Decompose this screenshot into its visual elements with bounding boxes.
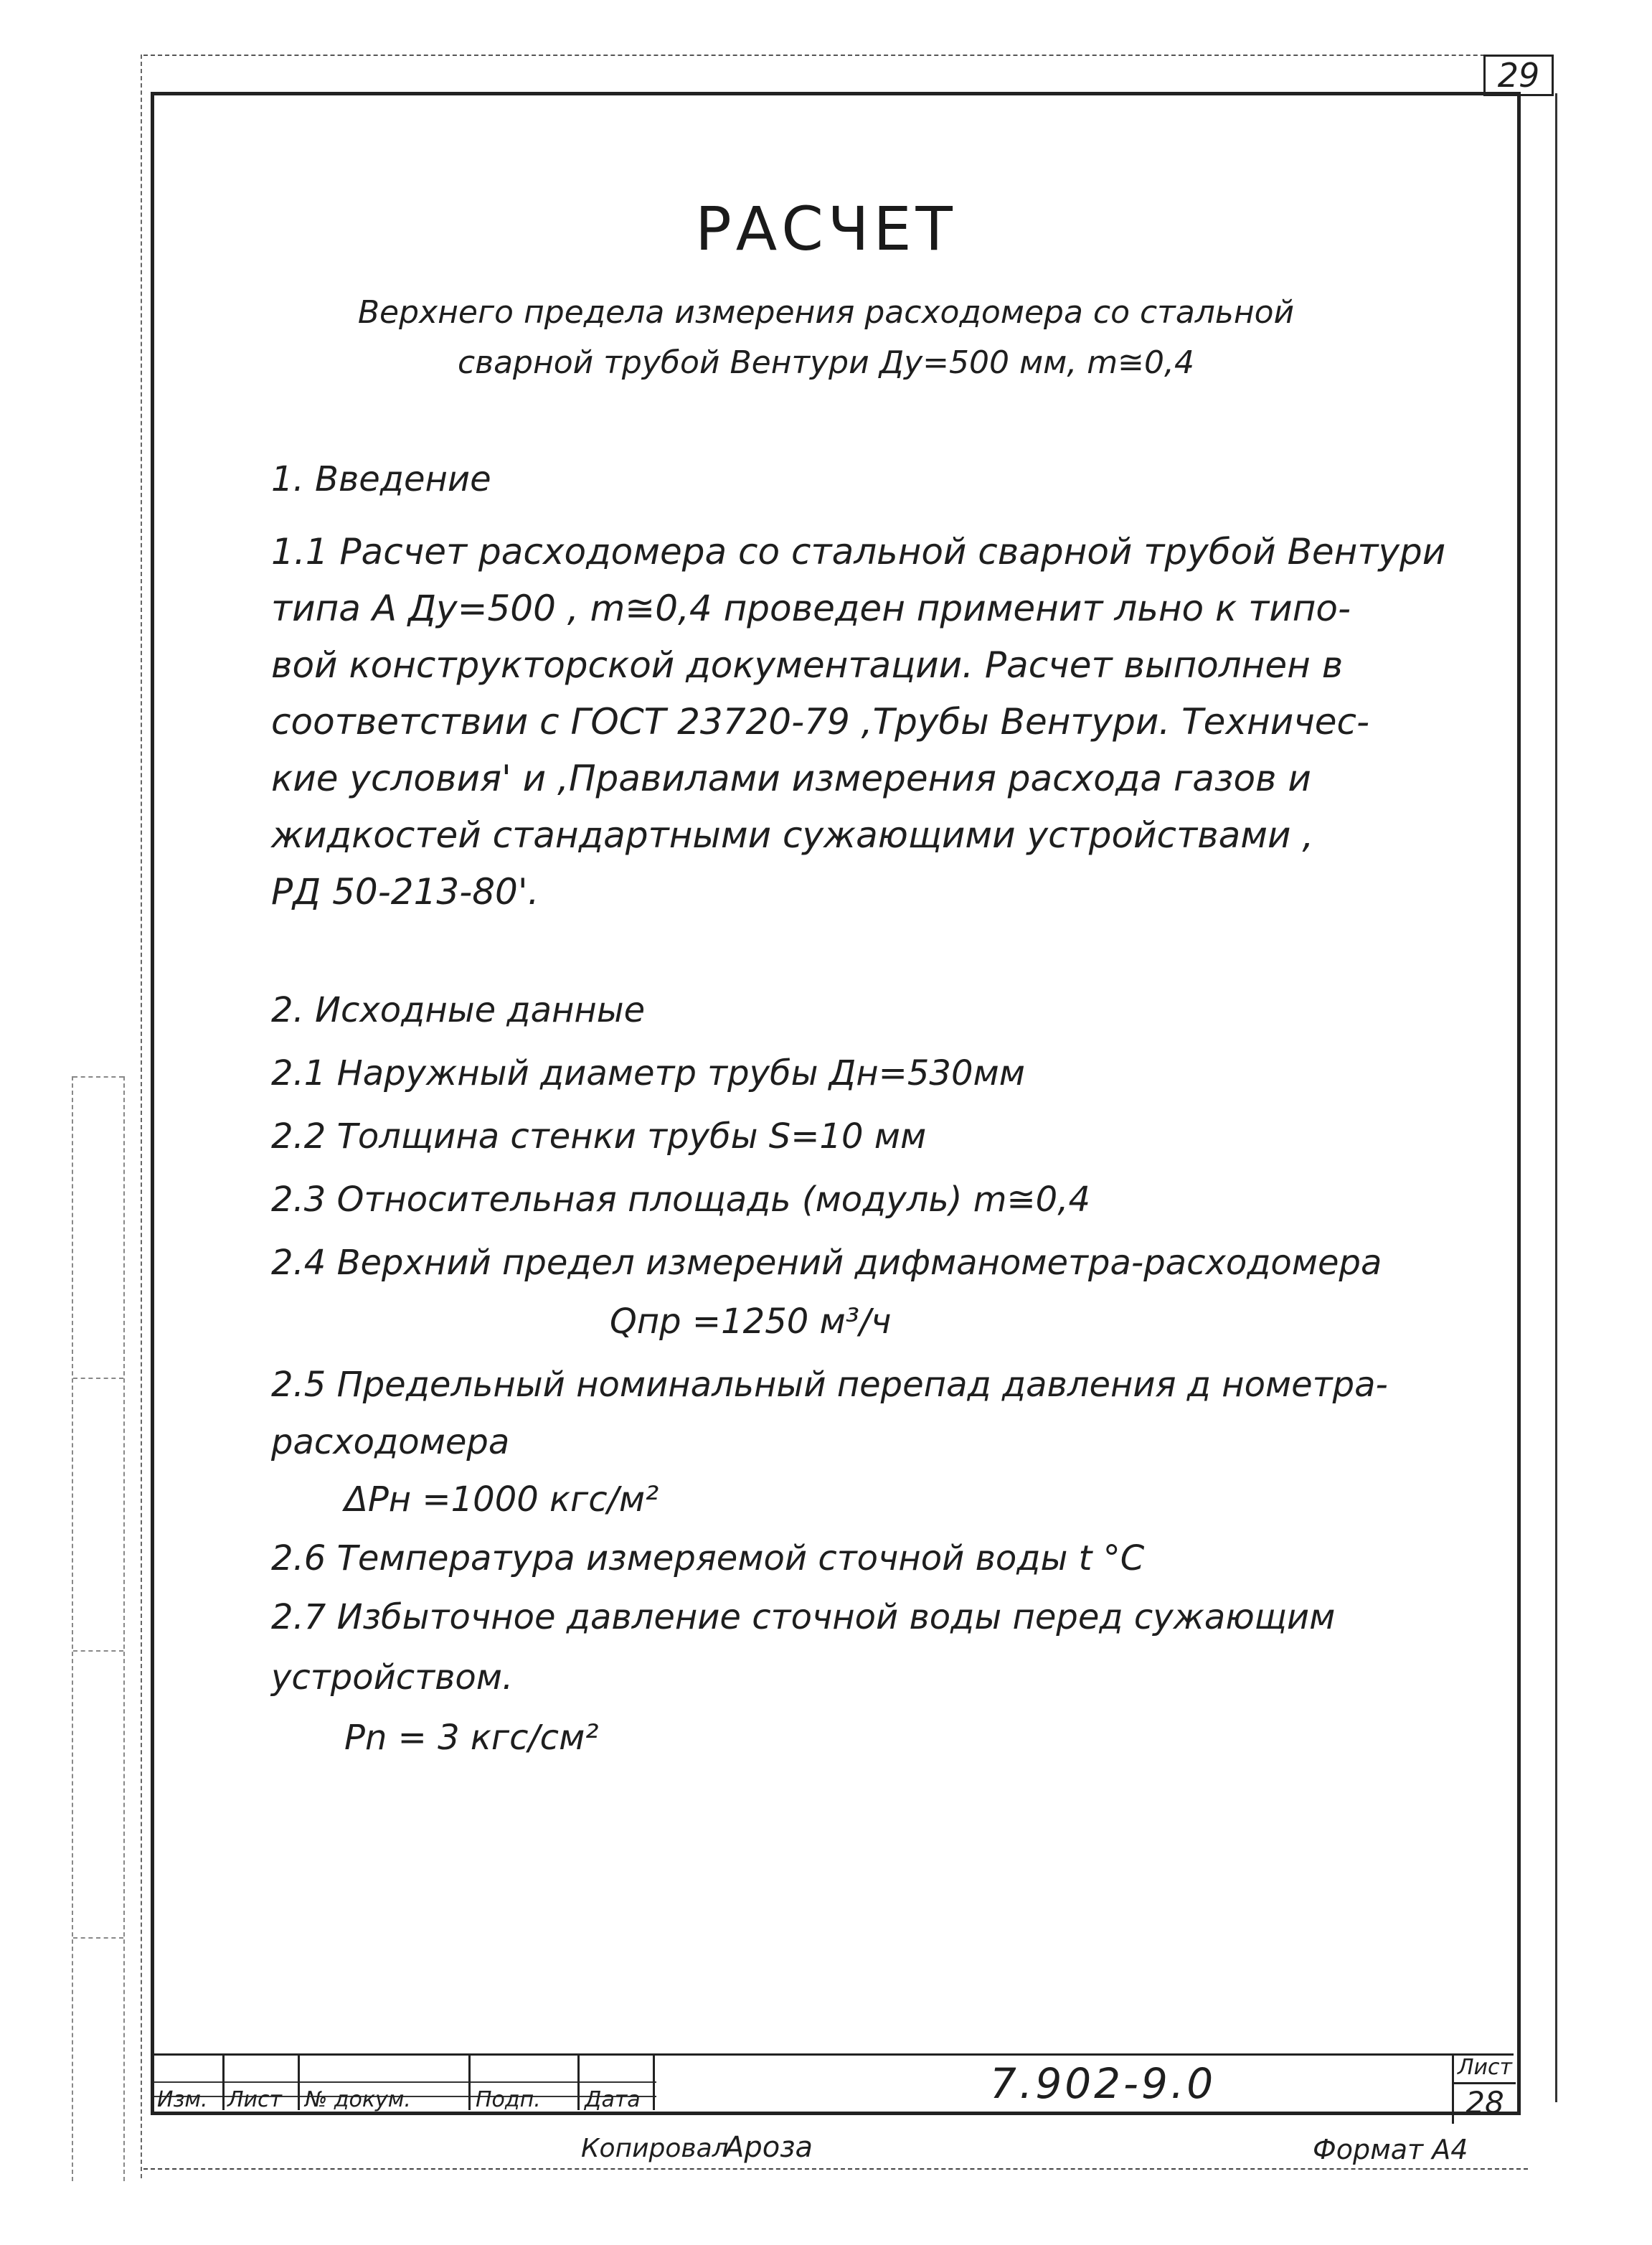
paragraph-line: соответствии с ГОСТ 23720-79 ,Трубы Вентури. Техничес- (271, 701, 1370, 743)
col-label-date: Дата (585, 2087, 641, 2112)
item-2-5-cont: расходомера (271, 1422, 510, 1462)
binding-strip-cell (73, 1378, 123, 1379)
formula-2-5: ΔPн =1000 кгс/м² (344, 1479, 659, 1520)
binding-strip-cell (73, 1937, 123, 1939)
sheet-number: 28 (1452, 2082, 1516, 2124)
outer-frame-bottom (143, 2168, 1528, 2170)
paragraph-line: типа А Ду=500 , m≅0,4 проведен применит льно к типо- (271, 588, 1351, 629)
copied-signature: Ароза (724, 2131, 813, 2164)
paragraph-line: РД 50-213-80'. (271, 871, 539, 913)
item-2-4: 2.4 Верхний предел измерений дифманометра-расходомера (271, 1243, 1382, 1283)
paragraph-line: 1.1 Расчет расходомера со стальной сварной трубой Вентури (271, 531, 1446, 573)
subtitle-line: Верхнего предела измерения расходомера со стальной (357, 294, 1295, 331)
copied-label: Копировал (581, 2134, 729, 2163)
page-title: РАСЧЕТ (695, 194, 957, 264)
item-2-7: 2.7 Избыточное давление сточной воды перед сужающим (271, 1597, 1336, 1637)
outer-frame-right (1555, 93, 1557, 2102)
title-block-col-line (298, 2056, 300, 2110)
paragraph-line: жидкостей стандартными сужающими устройствами , (271, 814, 1314, 856)
outer-frame-top (143, 55, 1549, 56)
title-block-row-line (154, 2081, 656, 2083)
item-2-1: 2.1 Наружный диаметр трубы Дн=530мм (271, 1053, 1025, 1093)
col-label-sign: Подп. (476, 2087, 541, 2112)
title-block (154, 2053, 1514, 2110)
paragraph-line: кие условия' и ,Правилами измерения расхода газов и (271, 758, 1311, 799)
formula-2-7: Pn = 3 кгс/см² (344, 1718, 599, 1758)
format-label: Формат А4 (1313, 2134, 1468, 2165)
document-code: 7.902-9.0 (990, 2059, 1217, 2108)
sheet-label: Лист (1452, 2053, 1516, 2084)
binding-strip-cell (73, 1076, 123, 1078)
item-2-2: 2.2 Толщина стенки трубы S=10 мм (271, 1116, 927, 1157)
item-2-5: 2.5 Предельный номинальный перепад давления д нометра- (271, 1365, 1388, 1405)
formula-2-4: Qпр =1250 м³/ч (610, 1302, 892, 1342)
item-2-7-cont: устройством. (271, 1657, 514, 1698)
title-block-col-line (577, 2056, 580, 2110)
section-1-heading: 1. Введение (271, 459, 491, 499)
subtitle-line: сварной трубой Вентури Ду=500 мм, m≅0,4 (457, 344, 1195, 381)
item-2-6: 2.6 Температура измеряемой сточной воды t °C (271, 1538, 1145, 1578)
col-label-change: Изм. (157, 2087, 208, 2112)
col-label-doc: № докум. (305, 2087, 411, 2112)
paragraph-line: вой конструкторской документации. Расчет выполнен в (271, 644, 1344, 686)
section-2-heading: 2. Исходные данные (271, 990, 646, 1030)
drawing-frame (151, 92, 1521, 2115)
title-block-col-line (222, 2056, 225, 2110)
paragraph-1-1 (271, 524, 1455, 921)
col-label-sheet: Лист (227, 2087, 283, 2112)
page-number: 29 (1483, 55, 1554, 96)
binding-strip (72, 1076, 125, 2181)
binding-strip-cell (73, 1650, 123, 1652)
item-2-3: 2.3 Относительная площадь (модуль) m≅0,4 (271, 1180, 1091, 1220)
title-block-col-line (468, 2056, 471, 2110)
title-block-col-line (653, 2056, 655, 2110)
